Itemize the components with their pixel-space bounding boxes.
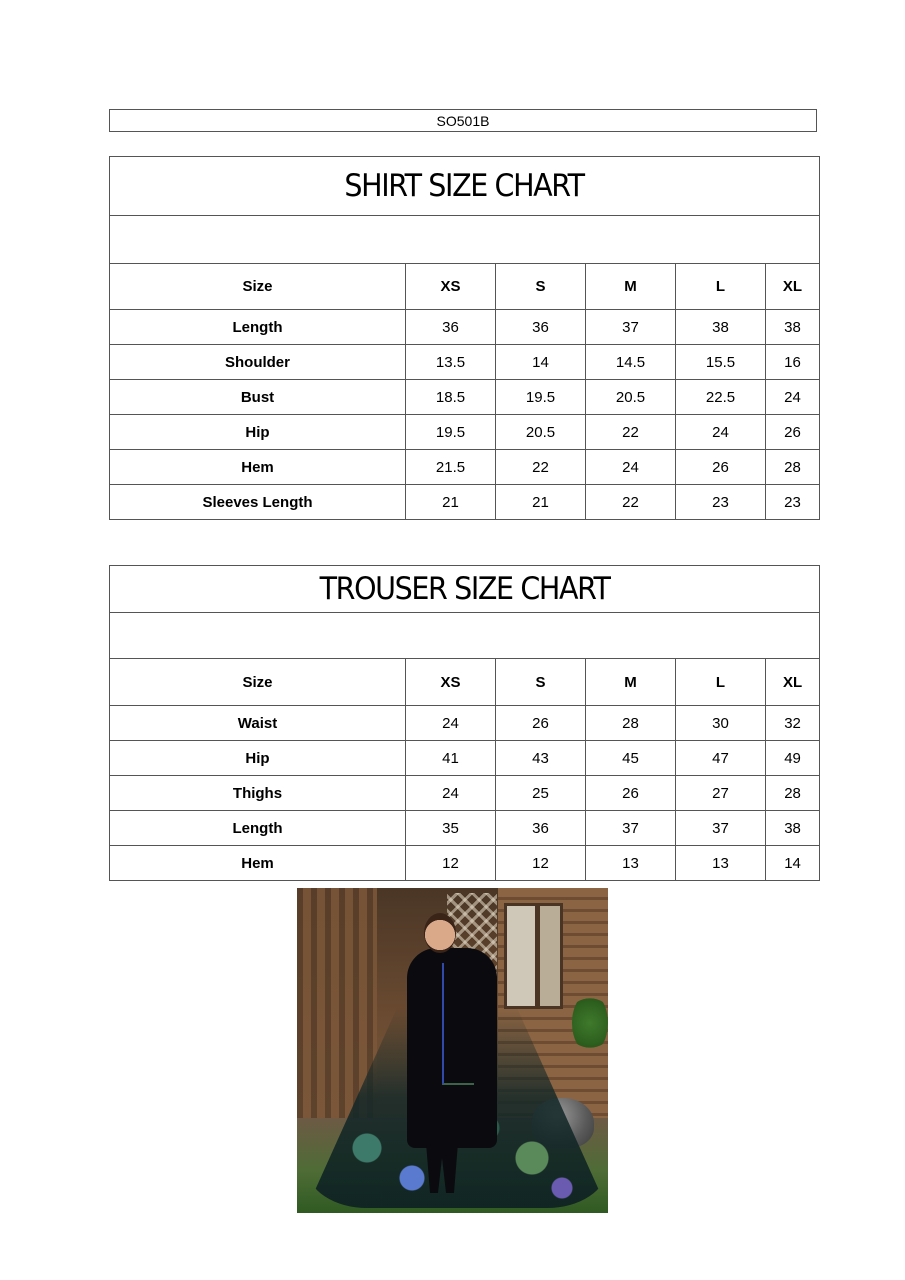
- cell: 15.5: [676, 345, 766, 380]
- trouser-chart-spacer-row: [110, 613, 820, 659]
- table-row: [110, 706, 820, 741]
- cell: 37: [586, 310, 676, 345]
- cell: 24: [766, 380, 820, 415]
- cell: 28: [766, 776, 820, 811]
- cell: 12: [406, 846, 496, 881]
- product-code-text: SO501B: [436, 112, 490, 129]
- cell: 45: [586, 741, 676, 776]
- row-label: Shoulder: [110, 345, 406, 380]
- table-row: [110, 310, 820, 345]
- cell: 36: [406, 310, 496, 345]
- cell: 23: [766, 485, 820, 520]
- cell: 37: [676, 811, 766, 846]
- cell: 13: [676, 846, 766, 881]
- table-row: [110, 345, 820, 380]
- cell: 21.5: [406, 450, 496, 485]
- cell: 21: [406, 485, 496, 520]
- cell: 23: [676, 485, 766, 520]
- cell: 26: [586, 776, 676, 811]
- trouser-header-l: L: [676, 659, 766, 706]
- cell: 41: [406, 741, 496, 776]
- trouser-size-chart: [109, 565, 820, 881]
- cell: 12: [496, 846, 586, 881]
- photo-window: [504, 903, 538, 1009]
- cell: 38: [766, 310, 820, 345]
- cell: 21: [496, 485, 586, 520]
- table-row: [110, 741, 820, 776]
- photo-plant: [572, 993, 608, 1053]
- cell: 22.5: [676, 380, 766, 415]
- table-row: [110, 380, 820, 415]
- product-photo: [297, 888, 608, 1213]
- cell: 36: [496, 310, 586, 345]
- cell: 37: [586, 811, 676, 846]
- cell: 24: [676, 415, 766, 450]
- cell: 19.5: [496, 380, 586, 415]
- cell: 20.5: [586, 380, 676, 415]
- table-row: [110, 450, 820, 485]
- cell: 24: [586, 450, 676, 485]
- row-label: Length: [110, 811, 406, 846]
- cell: 20.5: [496, 415, 586, 450]
- cell: 27: [676, 776, 766, 811]
- cell: 38: [766, 811, 820, 846]
- shirt-header-xl: XL: [766, 264, 820, 310]
- cell: 26: [496, 706, 586, 741]
- shirt-header-xs: XS: [406, 264, 496, 310]
- cell: 14.5: [586, 345, 676, 380]
- cell: 47: [676, 741, 766, 776]
- cell: 25: [496, 776, 586, 811]
- product-code: [109, 109, 817, 132]
- trouser-header-xl: XL: [766, 659, 820, 706]
- cell: 13.5: [406, 345, 496, 380]
- table-row: [110, 811, 820, 846]
- row-label: Thighs: [110, 776, 406, 811]
- cell: 32: [766, 706, 820, 741]
- row-label: Hip: [110, 415, 406, 450]
- row-label: Hem: [110, 846, 406, 881]
- cell: 24: [406, 706, 496, 741]
- cell: 43: [496, 741, 586, 776]
- row-label: Hem: [110, 450, 406, 485]
- table-row: [110, 415, 820, 450]
- photo-outfit-trim: [442, 963, 474, 1085]
- cell: 30: [676, 706, 766, 741]
- shirt-header-s: S: [496, 264, 586, 310]
- cell: 19.5: [406, 415, 496, 450]
- table-row: [110, 776, 820, 811]
- cell: 26: [766, 415, 820, 450]
- cell: 38: [676, 310, 766, 345]
- cell: 28: [766, 450, 820, 485]
- row-label: Bust: [110, 380, 406, 415]
- cell: 22: [586, 485, 676, 520]
- trouser-header-xs: XS: [406, 659, 496, 706]
- row-label: Waist: [110, 706, 406, 741]
- trouser-header-s: S: [496, 659, 586, 706]
- trouser-chart-header-row: [110, 659, 820, 706]
- cell: 14: [496, 345, 586, 380]
- shirt-header-size: Size: [110, 264, 406, 310]
- shirt-header-l: L: [676, 264, 766, 310]
- photo-window-small: [537, 903, 563, 1009]
- table-row: [110, 485, 820, 520]
- cell: 36: [496, 811, 586, 846]
- shirt-header-m: M: [586, 264, 676, 310]
- cell: 49: [766, 741, 820, 776]
- row-label: Hip: [110, 741, 406, 776]
- cell: 18.5: [406, 380, 496, 415]
- trouser-chart-title-text: TROUSER SIZE CHART: [319, 571, 610, 607]
- row-label: Length: [110, 310, 406, 345]
- trouser-header-size: Size: [110, 659, 406, 706]
- shirt-size-chart: [109, 156, 820, 520]
- row-label: Sleeves Length: [110, 485, 406, 520]
- cell: 26: [676, 450, 766, 485]
- cell: 13: [586, 846, 676, 881]
- cell: 35: [406, 811, 496, 846]
- shirt-chart-title: [110, 157, 820, 216]
- photo-model-head: [424, 913, 456, 953]
- cell: 22: [586, 415, 676, 450]
- cell: 14: [766, 846, 820, 881]
- cell: 28: [586, 706, 676, 741]
- cell: 24: [406, 776, 496, 811]
- cell: 22: [496, 450, 586, 485]
- shirt-chart-spacer-row: [110, 216, 820, 264]
- trouser-chart-title: [110, 566, 820, 613]
- table-row: [110, 846, 820, 881]
- shirt-chart-header-row: [110, 264, 820, 310]
- shirt-chart-title-text: SHIRT SIZE CHART: [344, 168, 585, 204]
- trouser-header-m: M: [586, 659, 676, 706]
- cell: 16: [766, 345, 820, 380]
